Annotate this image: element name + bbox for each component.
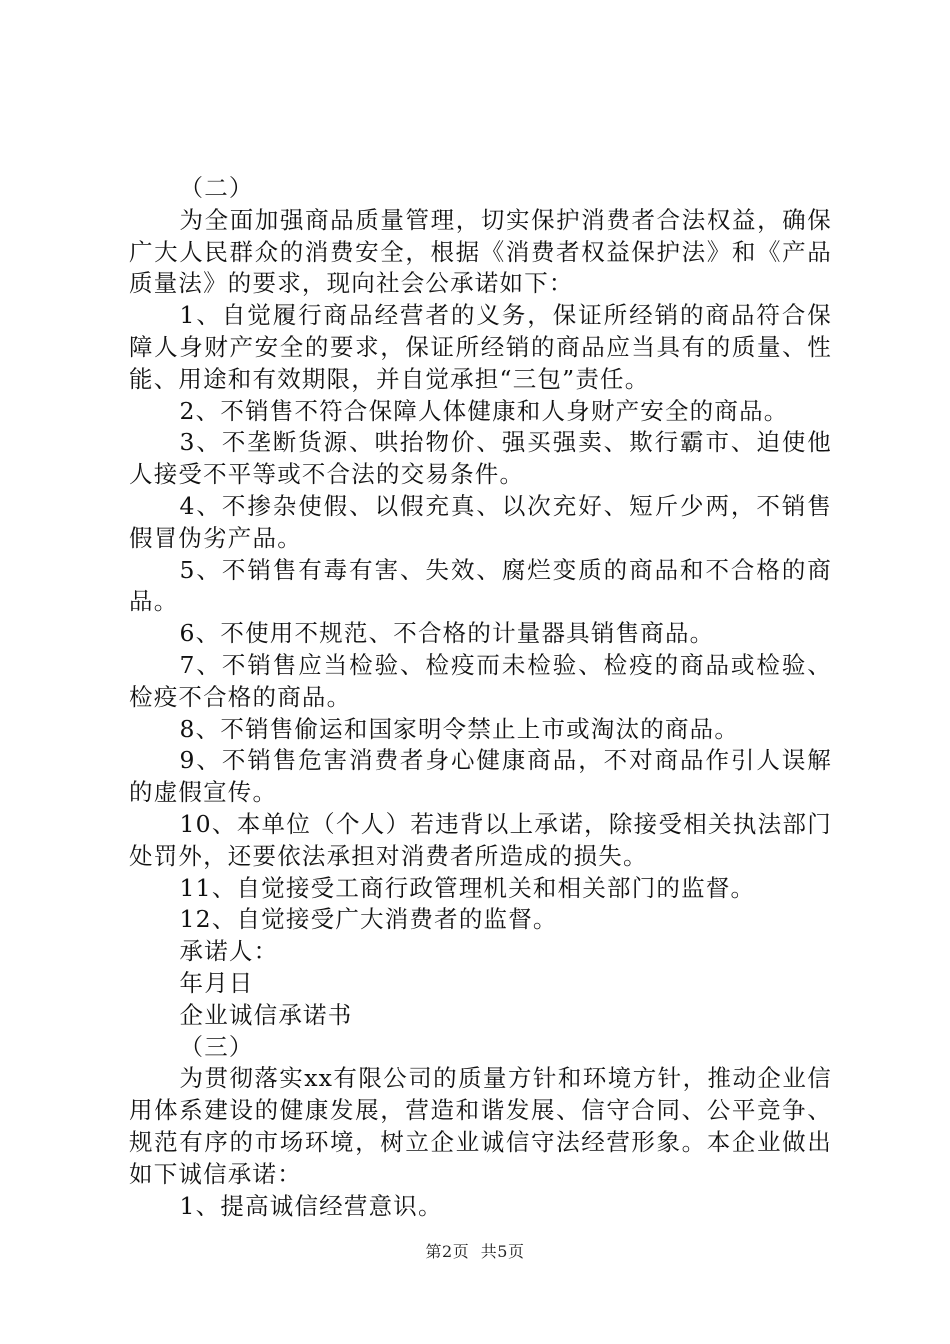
signer-label: 承诺人： bbox=[179, 937, 279, 966]
page-number-total: 共5页 bbox=[480, 1242, 525, 1261]
integrity-item-1: 1、提高诚信经营意识。 bbox=[179, 1191, 443, 1220]
commitment-item-10: 10、本单位（个人）若违背以上承诺，除接受相关执法部门处罚外，还要依法承担对消费者所造成的损失。 bbox=[129, 809, 832, 870]
commitment-item-5: 5、不销售有毒有害、失效、腐烂变质的商品和不合格的商品。 bbox=[129, 555, 832, 616]
commitment-item-3: 3、不垄断货源、哄抬物价、强买强卖、欺行霸市、迫使他人接受不平等或不合法的交易条件。 bbox=[129, 428, 832, 489]
section-two-heading: （二） bbox=[179, 174, 254, 202]
page-number-current: 第2页 bbox=[425, 1242, 470, 1261]
date-label: 年月日 bbox=[179, 968, 254, 997]
document-body bbox=[129, 173, 832, 1222]
section-three-heading: （三） bbox=[179, 1032, 254, 1061]
section-two-intro: 为全面加强商品质量管理，切实保护消费者合法权益，确保广大人民群众的消费安全，根据《消费者权益保护法》和《产品质量法》的要求，现向社会公承诺如下： bbox=[129, 205, 832, 298]
commitment-item-4: 4、不掺杂使假、以假充真、以次充好、短斤少两，不销售假冒伪劣产品。 bbox=[129, 491, 832, 552]
commitment-item-1: 1、自觉履行商品经营者的义务，保证所经销的商品符合保障人身财产安全的要求，保证所经销的商品应当具有的质量、性能、用途和有效期限，并自觉承担“三包”责任。 bbox=[129, 301, 832, 393]
commitment-item-11: 11、自觉接受工商行政管理机关和相关部门的监督。 bbox=[179, 873, 756, 902]
section-three-intro: 为贯彻落实xx有限公司的质量方针和环境方针，推动企业信用体系建设的健康发展，营造和谐发展、信守合同、公平竞争、规范有序的市场环境，树立企业诚信守法经营形象。本企业做出如下诚信承诺： bbox=[129, 1064, 832, 1188]
commitment-item-8: 8、不销售偷运和国家明令禁止上市或淘汰的商品。 bbox=[179, 714, 740, 743]
commitment-item-9: 9、不销售危害消费者身心健康商品，不对商品作引人误解的虚假宣传。 bbox=[129, 746, 832, 807]
commitment-item-2: 2、不销售不符合保障人体健康和人身财产安全的商品。 bbox=[179, 396, 789, 425]
page-footer bbox=[0, 1242, 950, 1262]
document-title: 企业诚信承诺书 bbox=[179, 1000, 353, 1029]
commitment-item-7: 7、不销售应当检验、检疫而未检验、检疫的商品或检验、检疫不合格的商品。 bbox=[129, 650, 832, 711]
commitment-item-6: 6、不使用不规范、不合格的计量器具销售商品。 bbox=[179, 619, 715, 648]
commitment-item-12: 12、自觉接受广大消费者的监督。 bbox=[179, 905, 558, 934]
